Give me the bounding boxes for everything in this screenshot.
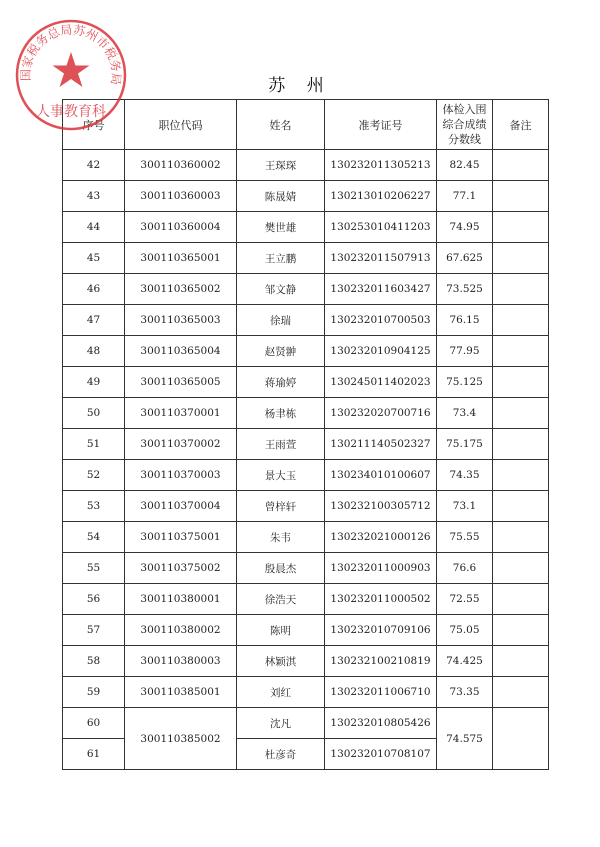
cell-position-code: 300110365004 (125, 336, 237, 367)
table-header-row (63, 100, 549, 150)
cell-position-code: 300110360004 (125, 212, 237, 243)
cell-score: 75.125 (437, 367, 493, 398)
header-exam-id: 准考证号 (325, 100, 437, 150)
cell-position-code: 300110375002 (125, 553, 237, 584)
cell-position-code: 300110370001 (125, 398, 237, 429)
cell-exam-id: 130232010904125 (325, 336, 437, 367)
cell-seq: 48 (63, 336, 125, 367)
cell-name: 陈明 (237, 615, 325, 646)
cell-remarks (493, 429, 549, 460)
cell-score: 74.35 (437, 460, 493, 491)
cell-remarks (493, 336, 549, 367)
cell-exam-id: 130245011402023 (325, 367, 437, 398)
cell-position-code: 300110365005 (125, 367, 237, 398)
cell-score: 74.425 (437, 646, 493, 677)
header-position-code: 职位代码 (125, 100, 237, 150)
table-row (63, 150, 549, 181)
cell-seq: 44 (63, 212, 125, 243)
cell-seq: 43 (63, 181, 125, 212)
cell-name: 刘红 (237, 677, 325, 708)
cell-score: 77.95 (437, 336, 493, 367)
cell-name: 沈凡 (237, 708, 325, 739)
cell-remarks (493, 212, 549, 243)
table-row (63, 677, 549, 708)
cell-score: 72.55 (437, 584, 493, 615)
cell-name: 杜彦奇 (237, 739, 325, 770)
cell-name: 王雨萱 (237, 429, 325, 460)
cell-seq: 60 (63, 708, 125, 739)
cell-remarks (493, 398, 549, 429)
cell-remarks (493, 491, 549, 522)
page-title: 苏 州 (268, 76, 332, 96)
table-row (63, 336, 549, 367)
cell-exam-id: 130211140502327 (325, 429, 437, 460)
cell-exam-id: 130232011000502 (325, 584, 437, 615)
cell-seq: 50 (63, 398, 125, 429)
cell-name: 陈晟婧 (237, 181, 325, 212)
cell-score: 76.15 (437, 305, 493, 336)
cell-name: 林颖淇 (237, 646, 325, 677)
cell-exam-id: 130232011305213 (325, 150, 437, 181)
table-row (63, 243, 549, 274)
cell-name: 殷晨杰 (237, 553, 325, 584)
cell-score: 67.625 (437, 243, 493, 274)
cell-exam-id: 130232010708107 (325, 739, 437, 770)
cell-position-code: 300110365003 (125, 305, 237, 336)
cell-remarks (493, 708, 549, 770)
cell-remarks (493, 305, 549, 336)
cell-position-code: 300110380003 (125, 646, 237, 677)
cell-name: 邹文静 (237, 274, 325, 305)
cell-name: 朱韦 (237, 522, 325, 553)
table-row (63, 491, 549, 522)
cell-seq: 56 (63, 584, 125, 615)
cell-seq: 42 (63, 150, 125, 181)
cell-exam-id: 130232011006710 (325, 677, 437, 708)
table-row (63, 367, 549, 398)
cell-remarks (493, 243, 549, 274)
cell-seq: 57 (63, 615, 125, 646)
cell-score: 76.6 (437, 553, 493, 584)
cell-seq: 58 (63, 646, 125, 677)
cell-score: 75.175 (437, 429, 493, 460)
cell-seq: 51 (63, 429, 125, 460)
cell-exam-id: 130213010206227 (325, 181, 437, 212)
table-row (63, 398, 549, 429)
cell-score: 73.35 (437, 677, 493, 708)
cell-exam-id: 130232010700503 (325, 305, 437, 336)
table-row (63, 708, 549, 739)
cell-position-code: 300110370003 (125, 460, 237, 491)
cell-remarks (493, 367, 549, 398)
cell-name: 樊世雄 (237, 212, 325, 243)
cell-score: 73.1 (437, 491, 493, 522)
header-score (437, 100, 493, 150)
cell-seq: 54 (63, 522, 125, 553)
cell-score: 74.95 (437, 212, 493, 243)
table-row (63, 646, 549, 677)
cell-exam-id: 130232010805426 (325, 708, 437, 739)
cell-remarks (493, 615, 549, 646)
cell-position-code: 300110370002 (125, 429, 237, 460)
cell-name: 王立鹏 (237, 243, 325, 274)
table-row (63, 615, 549, 646)
cell-name: 景大玉 (237, 460, 325, 491)
cell-exam-id: 130232100210819 (325, 646, 437, 677)
table-row (63, 429, 549, 460)
cell-position-code: 300110365001 (125, 243, 237, 274)
cell-seq: 53 (63, 491, 125, 522)
cell-exam-id: 130232011000903 (325, 553, 437, 584)
table-row (63, 553, 549, 584)
cell-name: 徐瑞 (237, 305, 325, 336)
header-remarks: 备注 (493, 100, 549, 150)
cell-seq: 59 (63, 677, 125, 708)
cell-position-code: 300110360003 (125, 181, 237, 212)
cell-seq: 61 (63, 739, 125, 770)
cell-remarks (493, 646, 549, 677)
cell-position-code: 300110385002 (125, 708, 237, 770)
cell-position-code: 300110380002 (125, 615, 237, 646)
cell-name: 王琛琛 (237, 150, 325, 181)
cell-remarks (493, 677, 549, 708)
cell-exam-id: 130232021000126 (325, 522, 437, 553)
cell-position-code: 300110385001 (125, 677, 237, 708)
cell-exam-id: 130232020700716 (325, 398, 437, 429)
cell-remarks (493, 553, 549, 584)
table-row (63, 522, 549, 553)
cell-name: 杨聿栋 (237, 398, 325, 429)
cell-seq: 45 (63, 243, 125, 274)
cell-score: 82.45 (437, 150, 493, 181)
cell-score: 77.1 (437, 181, 493, 212)
cell-position-code: 300110370004 (125, 491, 237, 522)
cell-position-code: 300110375001 (125, 522, 237, 553)
cell-exam-id: 130232100305712 (325, 491, 437, 522)
header-seq: 序号 (63, 100, 125, 150)
cell-seq: 49 (63, 367, 125, 398)
table-row (63, 212, 549, 243)
header-score-line: 分数线 (448, 133, 481, 146)
cell-seq: 46 (63, 274, 125, 305)
cell-score: 75.55 (437, 522, 493, 553)
table-row (63, 305, 549, 336)
seal-arc-text: 国家税务总局苏州市税务局 (18, 22, 124, 86)
cell-exam-id: 130253010411203 (325, 212, 437, 243)
cell-exam-id: 130232010709106 (325, 615, 437, 646)
cell-seq: 55 (63, 553, 125, 584)
header-name: 姓名 (237, 100, 325, 150)
cell-remarks (493, 274, 549, 305)
cell-exam-id: 130232011603427 (325, 274, 437, 305)
table-row (63, 460, 549, 491)
cell-score: 73.525 (437, 274, 493, 305)
cell-name: 蒋瑜婷 (237, 367, 325, 398)
cell-remarks (493, 522, 549, 553)
cell-score: 73.4 (437, 398, 493, 429)
header-score-line: 综合成绩 (442, 118, 487, 131)
table-row (63, 181, 549, 212)
header-score-line: 体检入围 (442, 103, 487, 116)
cell-name: 赵贤翀 (237, 336, 325, 367)
cell-seq: 52 (63, 460, 125, 491)
cell-seq: 47 (63, 305, 125, 336)
cell-name: 曾梓轩 (237, 491, 325, 522)
cell-exam-id: 130232011507913 (325, 243, 437, 274)
table-row (63, 584, 549, 615)
cell-remarks (493, 181, 549, 212)
cell-remarks (493, 460, 549, 491)
cell-position-code: 300110365002 (125, 274, 237, 305)
cell-score: 75.05 (437, 615, 493, 646)
cell-score: 74.575 (437, 708, 493, 770)
candidate-table (62, 99, 549, 770)
cell-name: 徐浩天 (237, 584, 325, 615)
cell-exam-id: 130234010100607 (325, 460, 437, 491)
seal-bottom-text: 人事教育科 (36, 104, 106, 120)
cell-position-code: 300110360002 (125, 150, 237, 181)
cell-remarks (493, 584, 549, 615)
cell-remarks (493, 150, 549, 181)
cell-position-code: 300110380001 (125, 584, 237, 615)
table-row (63, 274, 549, 305)
